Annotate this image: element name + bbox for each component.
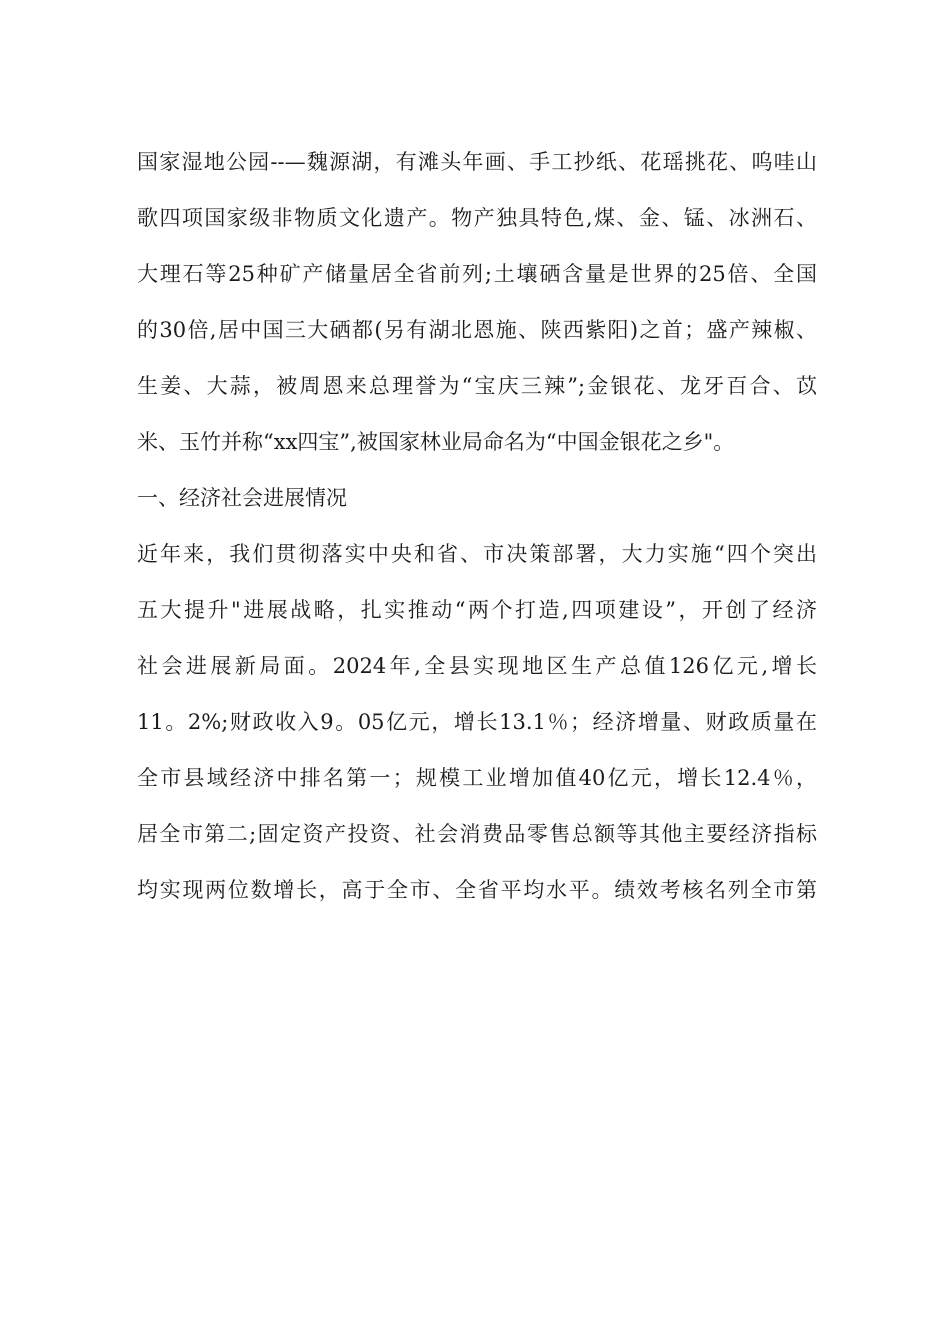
paragraph-line-12: 全市县域经济中排名第一；规模工业增加值40亿元，增长12.4％， (137, 766, 817, 790)
paragraph-line-6: 米、玉竹并称“xx四宝”,被国家林业局命名为“中国金银花之乡"。 (137, 430, 735, 454)
paragraph-line-11: 11。2%;财政收入9。05亿元，增长13.1％；经济增量、财政质量在 (137, 710, 817, 734)
paragraph-line-13: 居全市第二;固定资产投资、社会消费品零售总额等其他主要经济指标 (137, 822, 817, 846)
paragraph-line-3: 大理石等25种矿产储量居全省前列;土壤硒含量是世界的25倍、全国 (137, 262, 817, 286)
paragraph-line-4: 的30倍,居中国三大硒都(另有湖北恩施、陕西紫阳)之首；盛产辣椒、 (137, 318, 817, 342)
section-heading: 一、经济社会进展情况 (137, 486, 347, 510)
paragraph-line-8: 近年来，我们贯彻落实中央和省、市决策部署，大力实施“四个突出 (137, 542, 817, 566)
paragraph-line-1: 国家湿地公园--—魏源湖，有滩头年画、手工抄纸、花瑶挑花、呜哇山 (137, 150, 817, 174)
paragraph-line-10: 社会进展新局面。2024年,全县实现地区生产总值126亿元,增长 (137, 654, 817, 678)
paragraph-line-14: 均实现两位数增长，高于全市、全省平均水平。绩效考核名列全市第 (137, 878, 817, 902)
paragraph-line-9: 五大提升"进展战略，扎实推动“两个打造,四项建设”，开创了经济 (137, 598, 817, 622)
paragraph-line-5: 生姜、大蒜，被周恩来总理誉为“宝庆三辣”;金银花、龙牙百合、苡 (137, 374, 817, 398)
paragraph-line-2: 歌四项国家级非物质文化遗产。物产独具特色,煤、金、锰、冰洲石、 (137, 206, 817, 230)
